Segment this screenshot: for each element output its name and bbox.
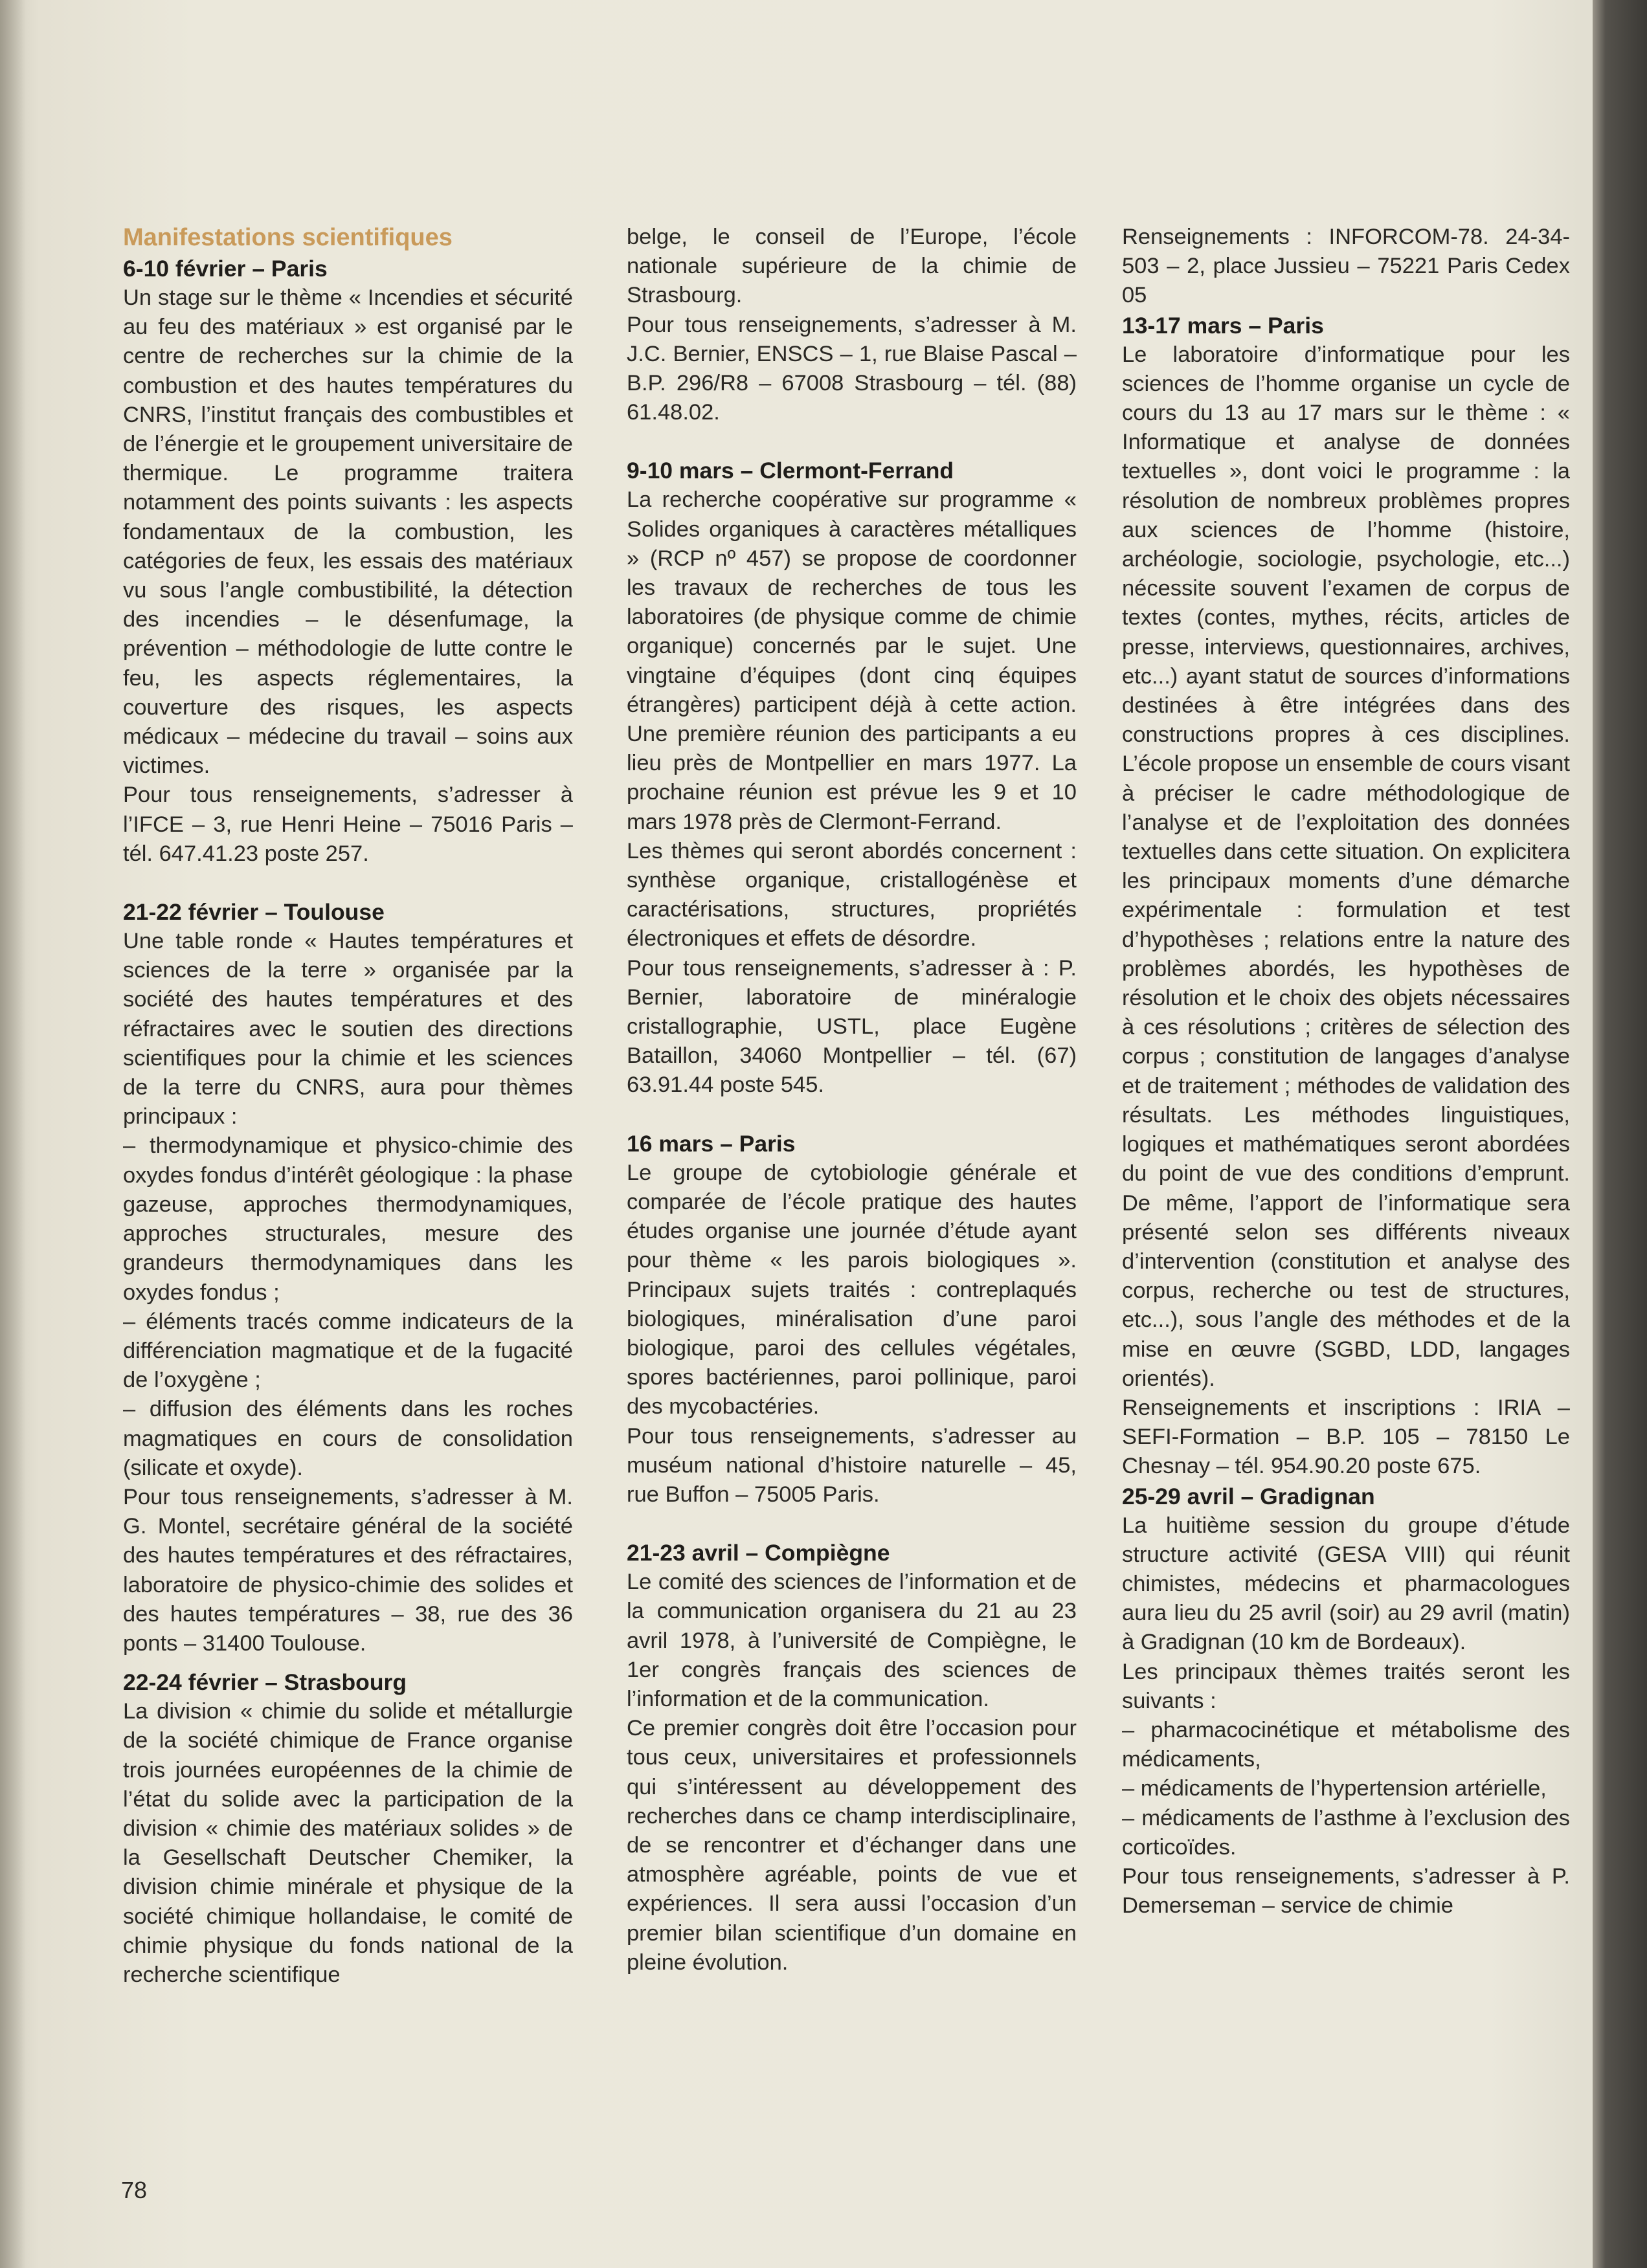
event-heading: 13-17 mars – Paris	[1122, 312, 1324, 339]
paragraph: Le comité des sciences de l’information et de la communication organisera du 21 au 23 avril 1978, à l’université de Compiègne, le 1er congrès français des sciences de l’information et de la communication.	[627, 1570, 1077, 1711]
paragraph: Pour tous renseignements, s’adresser à P. Demerseman – service de chimie	[1122, 1863, 1570, 1918]
text-column-2	[627, 223, 1077, 1977]
page-edge	[1593, 0, 1647, 2268]
paragraph: – médicaments de l’asthme à l’exclusion des corticoïdes.	[1122, 1805, 1570, 1860]
paragraph: Renseignements : INFORCOM-78. 24-34-503 – 2, place Jussieu – 75221 Paris Cedex 05	[1122, 225, 1570, 308]
binding-shadow	[0, 0, 26, 2268]
paragraph: Renseignements et inscriptions : IRIA – SEFI-Formation – B.P. 105 – 78150 Le Chesnay – tél. 954.90.20 poste 675.	[1122, 1395, 1570, 1479]
event-heading: 25-29 avril – Gradignan	[1122, 1483, 1375, 1509]
text-column-3	[1122, 223, 1570, 1920]
paragraph: Les thèmes qui seront abordés concernent : synthèse organique, cristallogénèse et caractérisations, structures, propriétés électroniques et effets de désordre.	[627, 838, 1077, 951]
spacer	[627, 427, 1077, 456]
paragraph: Ce premier congrès doit être l’occasion pour tous ceux, universitaires et professionnels qui s’intéressent au développement des recherches dans ce champ interdisciplinaire, de se rencontrer et d’échanger dans une atmosphère agréable, points de vue et expériences. Il sera aussi l’occasion d’un premier bilan scientifique d’un domaine en pleine évolution.	[627, 1716, 1077, 1975]
paragraph: Une table ronde « Hautes températures et sciences de la terre » organisée par la société des hautes températures et des réfractaires avec le soutien des directions scientifiques pour la chimie et les sciences de la terre du CNRS, aura pour thèmes principaux :	[123, 929, 573, 1129]
spacer	[627, 1509, 1077, 1538]
spacer	[627, 1100, 1077, 1129]
paragraph: – éléments tracés comme indicateurs de la différenciation magmatique et de la fugacité de l’oxygène ;	[123, 1309, 573, 1393]
paragraph: Pour tous renseignements, s’adresser au muséum national d’histoire naturelle – 45, rue Buffon – 75005 Paris.	[627, 1423, 1077, 1507]
paragraph: Le groupe de cytobiologie générale et comparée de l’école pratique des hautes études organise une journée d’étude ayant pour thème « les parois biologiques ». Principaux sujets traités : contreplaqués biologiques, minéralisation d’une paroi biologique, paroi des cellules végétales, spores bactériennes, paroi pollinique, paroi des mycobactéries.	[627, 1160, 1077, 1419]
paragraph: – thermodynamique et physico-chimie des oxydes fondus d’intérêt géologique : la phase gazeuse, approches thermodynamiques, approches structurales, mesure des grandeurs thermodynamiques dans les oxydes fondus ;	[123, 1133, 573, 1305]
paragraph: – diffusion des éléments dans les roches magmatiques en cours de consolidation (silicate et oxyde).	[123, 1397, 573, 1480]
event-heading: 22-24 février – Strasbourg	[123, 1669, 407, 1696]
section-heading: Manifestations scientifiques	[123, 224, 453, 251]
page-number: 78	[121, 2177, 148, 2203]
paragraph: Pour tous renseignements, s’adresser à : P. Bernier, laboratoire de minéralogie cristallographie, USTL, place Eugène Bataillon, 34060 Montpellier – tél. (67) 63.91.44 poste 545.	[627, 955, 1077, 1098]
paragraph: belge, le conseil de l’Europe, l’école nationale supérieure de la chimie de Strasbourg.	[627, 225, 1077, 308]
event-heading: 16 mars – Paris	[627, 1130, 796, 1157]
paragraph: Un stage sur le thème « Incendies et sécurité au feu des matériaux » est organisé par le centre de recherches sur la chimie de la combustion et des hautes températures du CNRS, l’institut français des combustibles et de l’énergie et le groupement universitaire de thermique. Le programme traitera notamment des points suivants : les aspects fondamentaux de la combustion, les catégories de feux, les essais des matériaux vu sous l’angle combustibilité, la détection des incendies – le désenfumage, la prévention – méthodologie de lutte contre le feu, les aspects réglementaires, la couverture des risques, les aspects médicaux – médecine du travail – soins aux victimes.	[123, 285, 573, 779]
paragraph: Les principaux thèmes traités seront les suivants :	[1122, 1659, 1570, 1713]
paragraph: – pharmacocinétique et métabolisme des médicaments,	[1122, 1717, 1570, 1772]
spacer	[123, 1658, 573, 1667]
paragraph: Pour tous renseignements, s’adresser à M. G. Montel, secrétaire général de la société des hautes températures et des réfractaires, laboratoire de physico-chimie des solides et des hautes températures – 38, rue des 36 ponts – 31400 Toulouse.	[123, 1484, 573, 1656]
paragraph: Pour tous renseignements, s’adresser à M. J.C. Bernier, ENSCS – 1, rue Blaise Pascal – B.P. 296/R8 – 67008 Strasbourg – tél. (88) 61.48.02.	[627, 312, 1077, 425]
paragraph: La huitième session du groupe d’étude structure activité (GESA VIII) qui réunit chimistes, médecins et pharmacologues aura lieu du 25 avril (soir) au 29 avril (matin) à Gradignan (10 km de Bordeaux).	[1122, 1513, 1570, 1655]
paragraph: – médicaments de l’hypertension artérielle,	[1122, 1776, 1547, 1801]
paragraph: La division « chimie du solide et métallurgie de la société chimique de France organise trois journées européennes de la chimie de l’état du solide avec la participation de la division « chimie des matériaux solides » de la Gesellschaft Deutscher Chemiker, la division chimie minérale et physique de la société chimique hollandaise, le comité de chimie physique du fonds national de la recherche scientifique	[123, 1699, 573, 1987]
paragraph: Pour tous renseignements, s’adresser à l’IFCE – 3, rue Henri Heine – 75016 Paris – tél. 647.41.23 poste 257.	[123, 783, 573, 866]
paragraph: La recherche coopérative sur programme « Solides organiques à caractères métalliques » (RCP nº 457) se propose de coordonner les travaux de recherches de tous les laboratoires (de physique comme de chimie organique) concernés par le sujet. Une vingtaine d’équipes (dont cinq équipes étrangères) participent déjà à cette action. Une première réunion des participants a eu lieu près de Montpellier en mars 1977. La prochaine réunion est prévue les 9 et 10 mars 1978 près de Clermont-Ferrand.	[627, 487, 1077, 834]
text-column-1	[123, 223, 573, 1990]
paragraph: Le laboratoire d’informatique pour les sciences de l’homme organise un cycle de cours du 13 au 17 mars sur le thème : « Informatique et analyse de données textuelles », dont voici le programme : la résolution de nombreux problèmes propres aux sciences de l’homme (histoire, archéologie, sociologie, psychologie, etc...) nécessite souvent l’examen de corpus de textes (contes, mythes, récits, articles de presse, interviews, questionnaires, archives, etc...) ayant statut de sources d’informations destinées à être intégrées dans des constructions propres à ces disciplines. L’école propose un ensemble de cours visant à préciser le cadre méthodologique de l’analyse et de l’exploitation des données textuelles dans cette situation. On explicitera les principaux moments d’une démarche expérimentale : formulation et test d’hypothèses ; relations entre la nature des problèmes abordés, les hypothèses de résolution et le choix des objets nécessaires à ces résolutions ; critères de sélection des corpus ; constitution de langages d’analyse et de traitement ; méthodes de validation des résultats. Les méthodes linguistiques, logiques et mathématiques seront abordées du point de vue des conditions d’emprunt. De même, l’apport de l’informatique sera présenté selon ses différents niveaux d’intervention (constitution et analyse des corpus, recherche ou test de structures, etc...), sous l’angle des méthodes et de la mise en œuvre (SGBD, LDD, langages orientés).	[1122, 342, 1570, 1391]
spacer	[123, 869, 573, 897]
event-heading: 6-10 février – Paris	[123, 256, 328, 282]
event-heading: 9-10 mars – Clermont-Ferrand	[627, 458, 954, 484]
event-heading: 21-22 février – Toulouse	[123, 899, 385, 926]
event-heading: 21-23 avril – Compiègne	[627, 1540, 890, 1566]
